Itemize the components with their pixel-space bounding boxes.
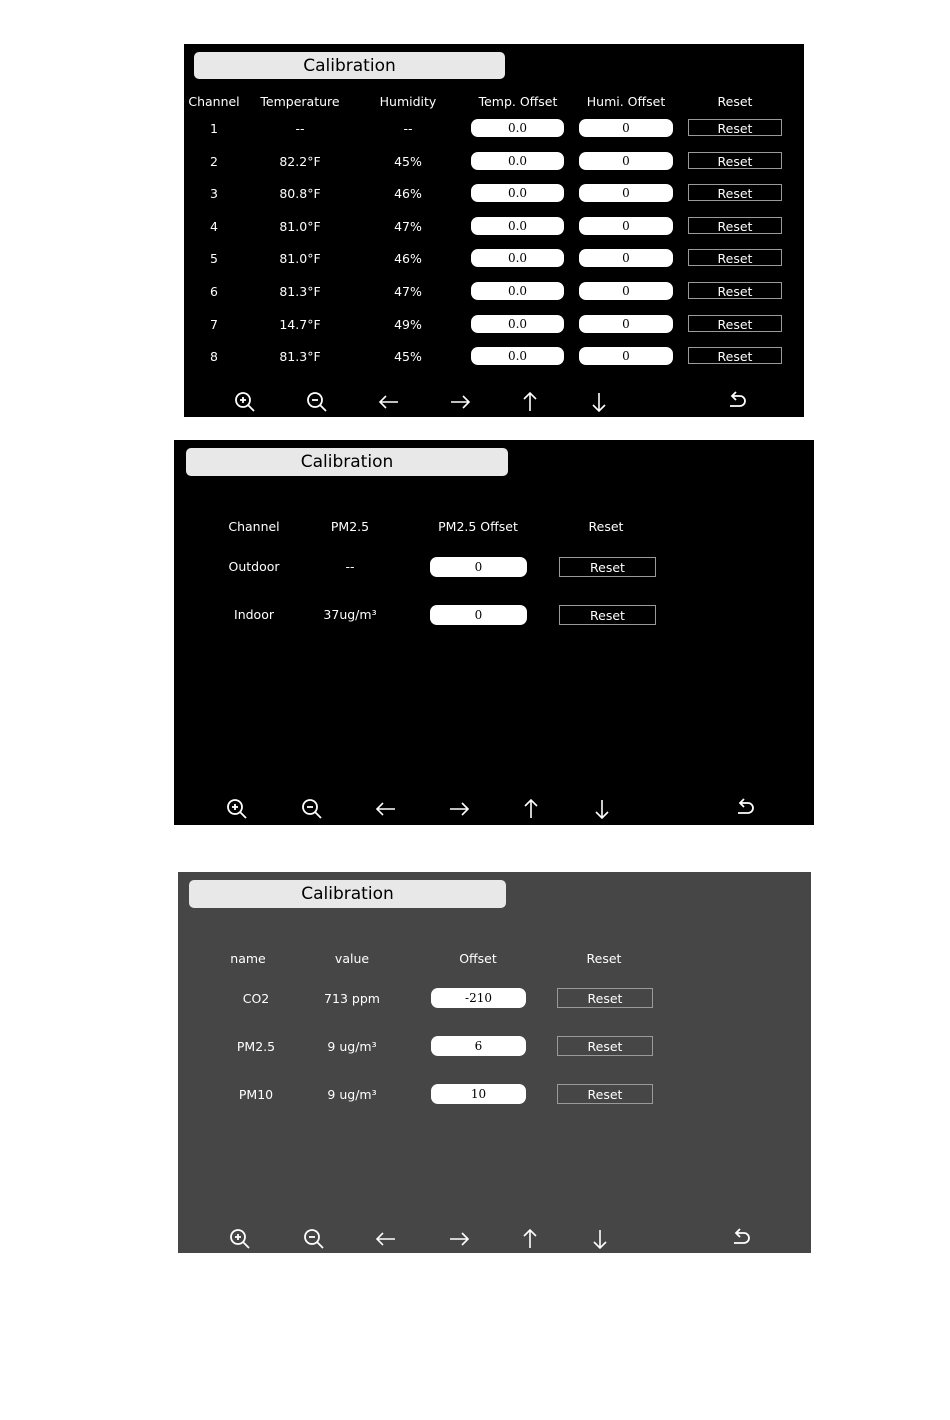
arrow-up-icon[interactable] (518, 390, 542, 414)
reset-button[interactable]: Reset (688, 249, 782, 266)
row-humidity: 47% (394, 284, 422, 299)
reset-button[interactable]: Reset (688, 119, 782, 136)
return-icon[interactable] (725, 390, 749, 414)
zoom-in-icon[interactable] (228, 1227, 252, 1251)
header-pm25-offset: PM2.5 Offset (438, 519, 518, 534)
offset-field[interactable]: -210 (431, 988, 526, 1008)
row-humidity: -- (403, 121, 413, 136)
arrow-left-icon[interactable] (377, 390, 401, 414)
reset-button[interactable]: Reset (688, 184, 782, 201)
zoom-in-icon[interactable] (225, 797, 249, 821)
temp-offset-field[interactable]: 0.0 (471, 119, 564, 137)
reset-button[interactable]: Reset (688, 315, 782, 332)
zoom-out-icon[interactable] (305, 390, 329, 414)
header-humidity: Humidity (379, 94, 437, 109)
arrow-left-icon[interactable] (374, 1227, 398, 1251)
row-name: PM10 (238, 1087, 274, 1102)
reset-button[interactable]: Reset (557, 1036, 653, 1056)
arrow-right-icon[interactable] (448, 390, 472, 414)
arrow-right-icon[interactable] (447, 1227, 471, 1251)
arrow-right-icon[interactable] (447, 797, 471, 821)
temp-offset-field[interactable]: 0.0 (471, 184, 564, 202)
arrow-down-icon[interactable] (590, 797, 614, 821)
pm25-offset-field[interactable]: 0 (430, 605, 527, 625)
row-humidity: 47% (394, 219, 422, 234)
row-value: 9 ug/m³ (327, 1039, 377, 1054)
offset-field[interactable]: 6 (431, 1036, 526, 1056)
temp-offset-field[interactable]: 0.0 (471, 347, 564, 365)
row-humidity: 49% (394, 317, 422, 332)
reset-button[interactable]: Reset (557, 988, 653, 1008)
row-channel: Indoor (234, 607, 274, 622)
reset-button[interactable]: Reset (688, 152, 782, 169)
pm25-offset-field[interactable]: 0 (430, 557, 527, 577)
nav-bar (174, 797, 814, 823)
humi-offset-field[interactable]: 0 (579, 119, 673, 137)
page-title: Calibration (189, 880, 506, 908)
row-channel: 8 (210, 349, 218, 364)
reset-button[interactable]: Reset (688, 217, 782, 234)
row-channel: 5 (210, 251, 218, 266)
calibration-screen-temperature (184, 44, 804, 417)
temp-offset-field[interactable]: 0.0 (471, 315, 564, 333)
reset-button[interactable]: Reset (688, 282, 782, 299)
header-reset: Reset (586, 951, 622, 966)
header-temperature: Temperature (260, 94, 340, 109)
row-temperature: 81.3°F (279, 349, 321, 364)
humi-offset-field[interactable]: 0 (579, 282, 673, 300)
header-offset: Offset (459, 951, 497, 966)
row-temperature: 82.2°F (279, 154, 321, 169)
return-icon[interactable] (729, 1227, 753, 1251)
row-temperature: 81.0°F (279, 251, 321, 266)
header-humi-offset: Humi. Offset (586, 94, 666, 109)
page-title: Calibration (194, 52, 505, 79)
row-value: -- (345, 559, 355, 574)
header-reset: Reset (588, 519, 624, 534)
arrow-down-icon[interactable] (588, 1227, 612, 1251)
zoom-out-icon[interactable] (300, 797, 324, 821)
row-humidity: 46% (394, 186, 422, 201)
offset-field[interactable]: 10 (431, 1084, 526, 1104)
zoom-in-icon[interactable] (233, 390, 257, 414)
humi-offset-field[interactable]: 0 (579, 152, 673, 170)
humi-offset-field[interactable]: 0 (579, 347, 673, 365)
temp-offset-field[interactable]: 0.0 (471, 217, 564, 235)
row-humidity: 45% (394, 349, 422, 364)
header-name: name (230, 951, 266, 966)
header-pm25: PM2.5 (330, 519, 370, 534)
header-channel: Channel (228, 519, 280, 534)
temp-offset-field[interactable]: 0.0 (471, 249, 564, 267)
row-name: PM2.5 (236, 1039, 276, 1054)
temp-offset-field[interactable]: 0.0 (471, 282, 564, 300)
humi-offset-field[interactable]: 0 (579, 184, 673, 202)
row-channel: 3 (210, 186, 218, 201)
calibration-screen-pm25 (174, 440, 814, 825)
row-name: CO2 (242, 991, 270, 1006)
humi-offset-field[interactable]: 0 (579, 217, 673, 235)
row-temperature: -- (295, 121, 305, 136)
arrow-up-icon[interactable] (518, 1227, 542, 1251)
row-value: 9 ug/m³ (327, 1087, 377, 1102)
row-channel: 1 (210, 121, 218, 136)
reset-button[interactable]: Reset (557, 1084, 653, 1104)
header-reset: Reset (717, 94, 753, 109)
reset-button[interactable]: Reset (559, 557, 656, 577)
arrow-up-icon[interactable] (519, 797, 543, 821)
zoom-out-icon[interactable] (302, 1227, 326, 1251)
nav-bar (178, 1227, 811, 1253)
row-channel: 6 (210, 284, 218, 299)
page-title: Calibration (186, 448, 508, 476)
header-temp-offset: Temp. Offset (478, 94, 558, 109)
header-value: value (334, 951, 370, 966)
nav-bar (184, 390, 804, 416)
row-channel: Outdoor (228, 559, 280, 574)
reset-button[interactable]: Reset (688, 347, 782, 364)
row-temperature: 81.0°F (279, 219, 321, 234)
row-temperature: 81.3°F (279, 284, 321, 299)
return-icon[interactable] (733, 797, 757, 821)
header-channel: Channel (188, 94, 240, 109)
row-temperature: 80.8°F (279, 186, 321, 201)
row-channel: 2 (210, 154, 218, 169)
arrow-left-icon[interactable] (374, 797, 398, 821)
reset-button[interactable]: Reset (559, 605, 656, 625)
row-temperature: 14.7°F (279, 317, 321, 332)
calibration-screen-co2 (178, 872, 811, 1253)
temp-offset-field[interactable]: 0.0 (471, 152, 564, 170)
arrow-down-icon[interactable] (587, 390, 611, 414)
row-humidity: 46% (394, 251, 422, 266)
row-value: 37ug/m³ (323, 607, 377, 622)
row-value: 713 ppm (324, 991, 380, 1006)
humi-offset-field[interactable]: 0 (579, 249, 673, 267)
row-channel: 7 (210, 317, 218, 332)
humi-offset-field[interactable]: 0 (579, 315, 673, 333)
row-humidity: 45% (394, 154, 422, 169)
row-channel: 4 (210, 219, 218, 234)
